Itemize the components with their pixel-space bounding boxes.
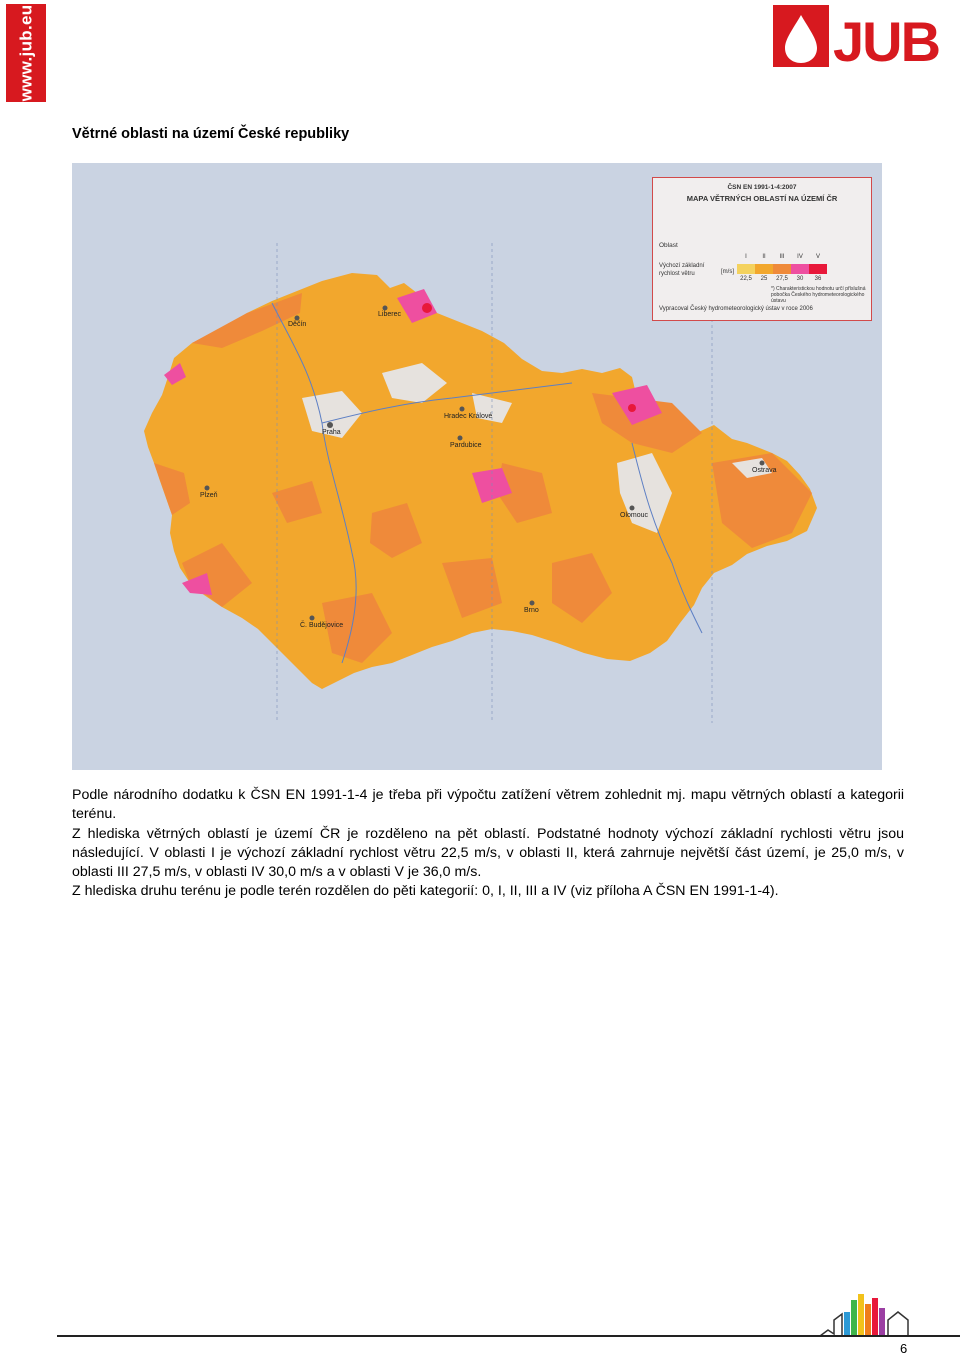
paragraph: Podle národního dodatku k ČSN EN 1991-1-4 je třeba při výpočtu zatížení větrem zohlednit mj. mapu větrných oblastí a kategorii terénu. [72, 787, 904, 823]
legend-note: *) Charakteristickou hodnotu určí příslušná pobočka Českého hydrometeorologického ústavu [771, 286, 866, 304]
city-label: Liberec [378, 311, 401, 318]
legend-zone-value: 25 [760, 276, 768, 282]
city-label: Brno [524, 607, 539, 614]
legend-zone-value: 36 [814, 276, 822, 282]
legend-area-label: Oblast [659, 242, 678, 249]
document-title: Větrné oblasti na území České republiky [72, 126, 350, 142]
legend-unit: [m/s] [721, 269, 734, 275]
legend-speed-label: Výchozí základní rychlost větru [659, 263, 705, 277]
city-label: Pardubice [450, 442, 482, 449]
svg-text:JUB: JUB [833, 10, 940, 73]
skyline-logo [818, 1290, 918, 1338]
legend-zone-name: II [762, 254, 766, 260]
body-text [72, 786, 904, 902]
city-label: Č. Budějovice [300, 622, 344, 629]
legend-zone-name: III [779, 254, 785, 260]
city-label: Děčín [288, 321, 307, 328]
paragraph: Z hlediska druhu terénu je podle terén rozdělen do pěti kategorií: 0, I, II, III a IV (viz příloha A ČSN EN 1991-1-4). [72, 883, 779, 900]
website-url[interactable]: www.jub.eu [16, 4, 36, 102]
legend-footer: Vypracoval Český hydrometeorologický ústav v roce 2006 [659, 306, 813, 312]
wind-zone-map [72, 163, 882, 770]
city-label: Ostrava [752, 467, 777, 474]
legend-zone-name: I [745, 254, 747, 260]
footer-rule [57, 1335, 960, 1337]
city-labels [72, 163, 882, 770]
city-label: Plzeň [200, 492, 218, 499]
legend-zone-value: 22,5 [740, 276, 752, 282]
city-label: Hradec Králové [444, 413, 493, 420]
city-label: Olomouc [620, 512, 649, 519]
city-label: Praha [322, 429, 341, 436]
website-banner[interactable] [6, 4, 46, 102]
legend-standard: ČSN EN 1991-1-4:2007 [727, 184, 797, 191]
jub-logo [771, 3, 940, 73]
legend-zone-name: IV [797, 254, 803, 260]
legend-zone-value: 30 [796, 276, 804, 282]
legend-zone-value: 27,5 [776, 276, 788, 282]
paragraph: Z hlediska větrných oblastí je území ČR je rozděleno na pět oblastí. Podstatné hodnoty výchozí základní rychlosti větru jsou následující. V oblasti I je výchozí základní rychlost větru 22,5 m/s, v oblasti II, která zahrnuje největší část území, je 25,0 m/s, v oblasti III 27,5 m/s, v oblasti IV 30,0 m/s a v oblasti V je 36,0 m/s. [72, 825, 904, 881]
page-number: 6 [900, 1341, 908, 1356]
legend-title: MAPA VĚTRNÝCH OBLASTÍ NA ÚZEMÍ ČR [686, 194, 838, 203]
legend-zone-name: V [815, 254, 820, 260]
